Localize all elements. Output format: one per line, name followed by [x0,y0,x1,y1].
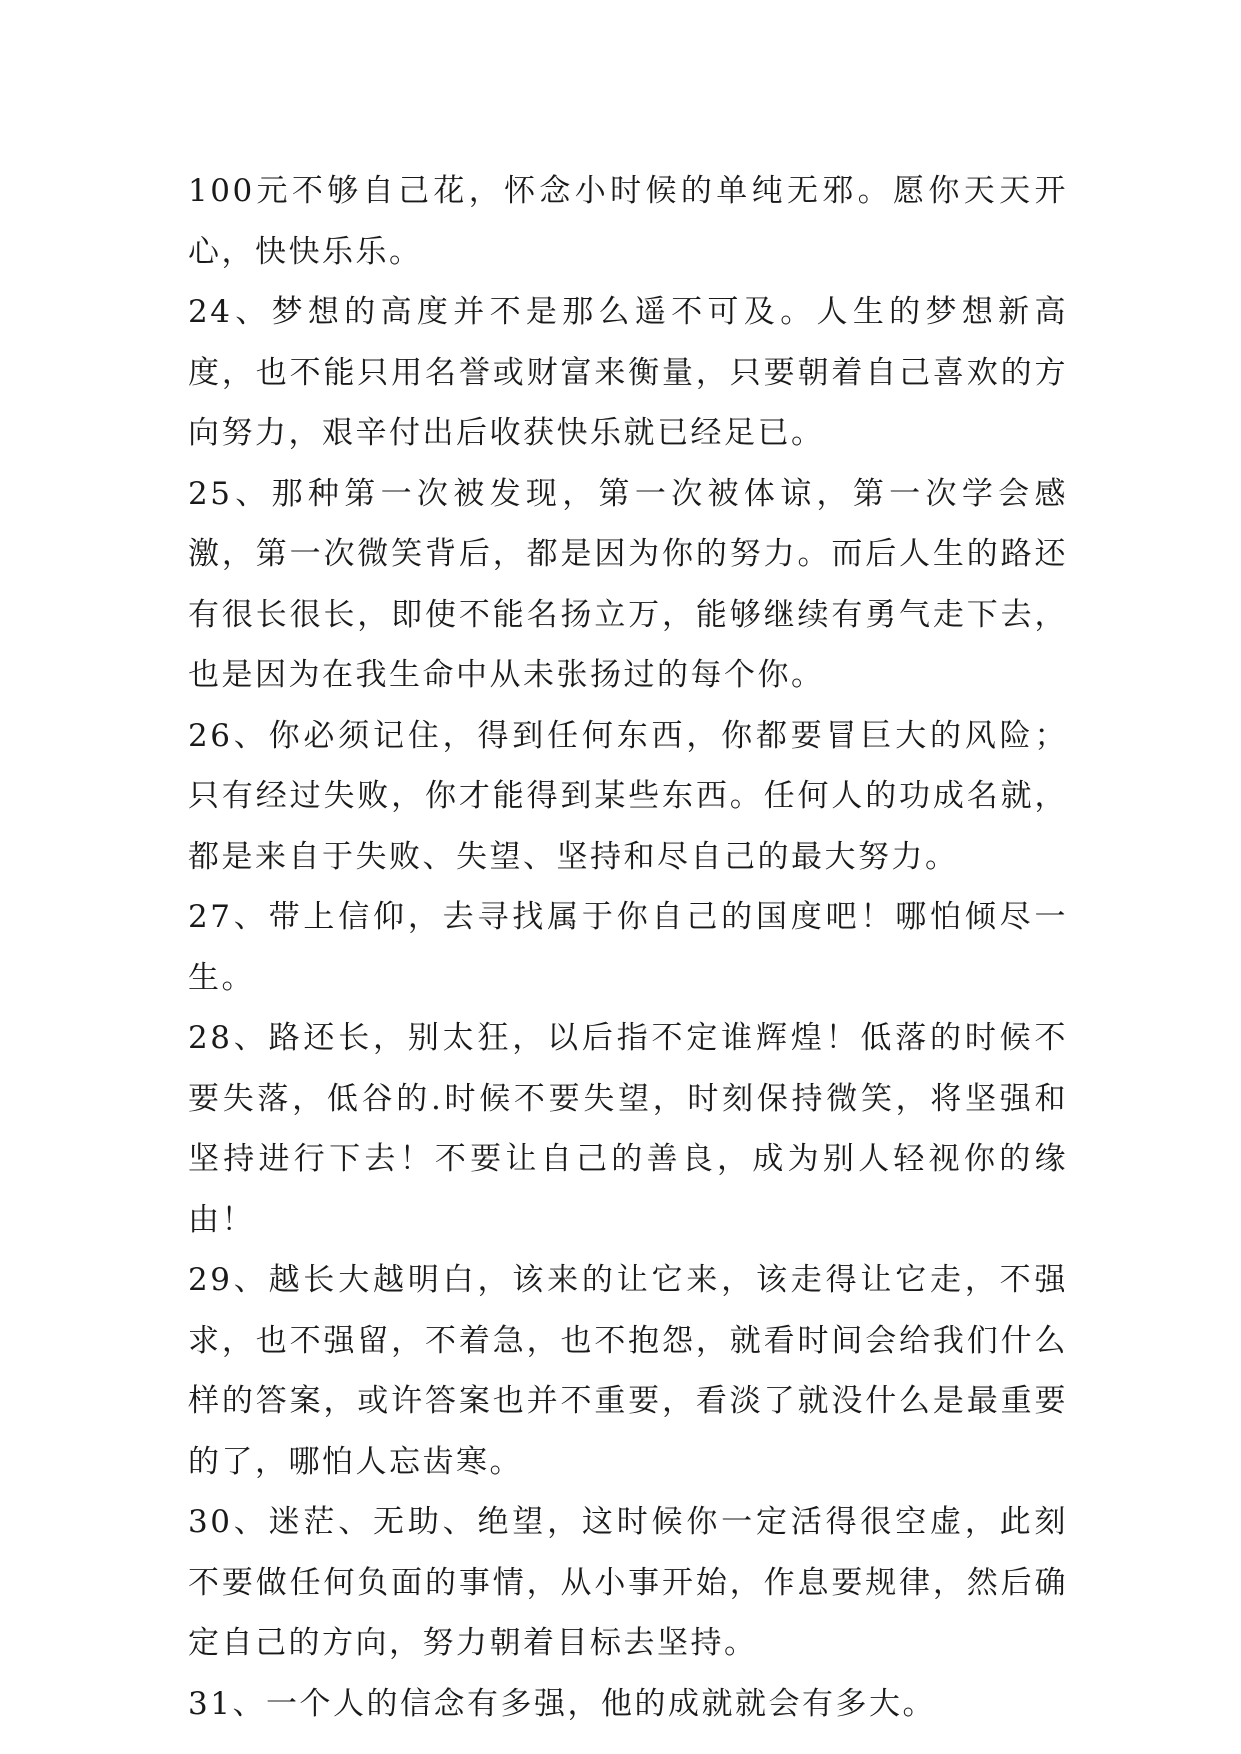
paragraph-25: 25、那种第一次被发现，第一次被体谅，第一次学会感激，第一次微笑背后，都是因为你的努力。而后人生的路还有很长很长，即使不能名扬立万，能够继续有勇气走下去，也是因为在我生命中从未张扬过的每个你。 [188,475,1068,693]
paragraph-31: 31、一个人的信念有多强，他的成就就会有多大。 [188,1685,936,1722]
paragraph-continuation: 100元不够自己花，怀念小时候的单纯无邪。愿你天天开心，快快乐乐。 [188,173,1068,270]
document-body [188,161,1068,1734]
paragraph-28: 28、路还长，别太狂，以后指不定谁辉煌！低落的时候不要失落，低谷的.时候不要失望，时刻保持微笑，将坚强和坚持进行下去！不要让自己的善良，成为别人轻视你的缘由！ [188,1020,1068,1238]
paragraph-26: 26、你必须记住，得到任何东西，你都要冒巨大的风险；只有经过失败，你才能得到某些东西。任何人的功成名就，都是来自于失败、失望、坚持和尽自己的最大努力。 [188,717,1068,875]
paragraph-29: 29、越长大越明白，该来的让它来，该走得让它走，不强求，也不强留，不着急，也不抱怨，就看时间会给我们什么样的答案，或许答案也并不重要，看淡了就没什么是最重要的了，哪怕人忘齿寒。 [188,1262,1068,1480]
paragraph-27: 27、带上信仰，去寻找属于你自己的国度吧！哪怕倾尽一生。 [188,899,1068,996]
paragraph-24: 24、梦想的高度并不是那么遥不可及。人生的梦想新高度，也不能只用名誉或财富来衡量，只要朝着自己喜欢的方向努力，艰辛付出后收获快乐就已经足已。 [188,294,1068,451]
paragraph-30: 30、迷茫、无助、绝望，这时候你一定活得很空虚，此刻不要做任何负面的事情，从小事开始，作息要规律，然后确定自己的方向，努力朝着目标去坚持。 [188,1504,1068,1661]
